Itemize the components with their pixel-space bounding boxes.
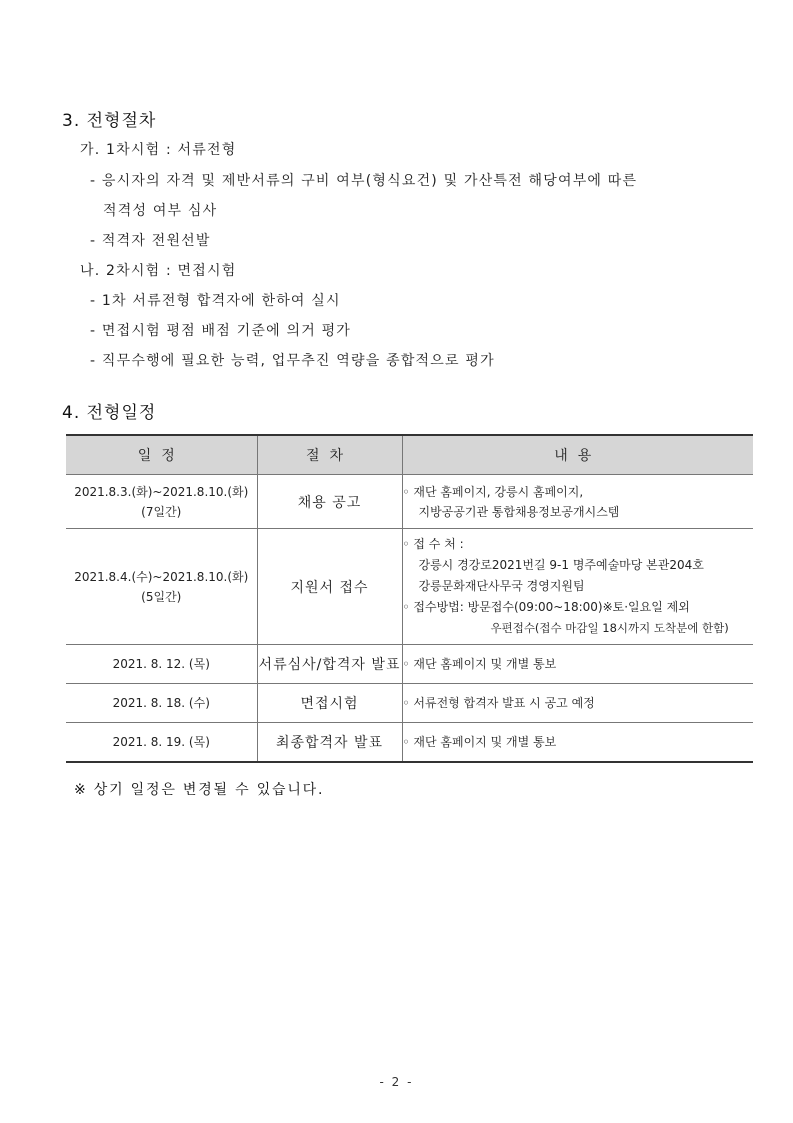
row-content: ◦ 재단 홈페이지 및 개별 통보: [402, 645, 753, 684]
row-procedure: 채용 공고: [257, 475, 402, 529]
row-procedure: 면접시험: [257, 684, 402, 723]
date-duration: (5일간): [141, 589, 182, 604]
step1-title: 가. 1차시험 : 서류전형: [80, 142, 237, 158]
section-4-title: 4. 전형일정: [62, 403, 157, 423]
row-content: ◦ 재단 홈페이지 및 개별 통보: [402, 723, 753, 762]
date-duration: (7일간): [141, 504, 182, 519]
section-3-title: 3. 전형절차: [62, 111, 157, 131]
content-line: ◦ 접 수 처 :: [402, 537, 464, 551]
header-procedure: 절차: [257, 435, 402, 475]
content-line: ◦ 접수방법: 방문접수(09:00~18:00)※토·일요일 제외: [402, 600, 690, 614]
row-date: [66, 529, 257, 645]
row-date: 2021. 8. 18. (수): [66, 684, 257, 723]
row-procedure: 지원서 접수: [257, 529, 402, 645]
content-line: 지방공공기관 통합채용정보공개시스템: [418, 504, 620, 519]
table-row: [66, 475, 753, 529]
table-row: [66, 645, 753, 684]
page-number: - 2 -: [379, 1075, 414, 1089]
date-line: 2021.8.3.(화)~2021.8.10.(화): [74, 484, 249, 499]
table-row: [66, 529, 753, 645]
step1-item-1: - 응시자의 자격 및 제반서류의 구비 여부(형식요건) 및 가산특전 해당여부에 따른: [90, 173, 638, 189]
row-date: 2021. 8. 12. (목): [66, 645, 257, 684]
schedule-table: [66, 434, 753, 763]
step2-item-2: - 면접시험 평점 배점 기준에 의거 평가: [90, 323, 352, 339]
content-line: 우편접수(접수 마감일 18시까지 도착분에 한함): [490, 621, 729, 635]
step2-item-1: - 1차 서류전형 합격자에 한하여 실시: [90, 293, 341, 309]
content-line: 강릉시 경강로2021번길 9-1 명주예술마당 본관204호: [418, 558, 704, 572]
row-procedure: 최종합격자 발표: [257, 723, 402, 762]
table-header-row: [66, 435, 753, 475]
row-procedure: 서류심사/합격자 발표: [257, 645, 402, 684]
step2-title: 나. 2차시험 : 면접시험: [80, 263, 237, 279]
content-line: ◦ 재단 홈페이지, 강릉시 홈페이지,: [402, 484, 584, 499]
table-row: [66, 723, 753, 762]
header-date: 일정: [66, 435, 257, 475]
step2-item-3: - 직무수행에 필요한 능력, 업무추진 역량을 종합적으로 평가: [90, 353, 495, 369]
schedule-change-note: ※ 상기 일정은 변경될 수 있습니다.: [74, 782, 325, 798]
header-content: 내용: [402, 435, 753, 475]
row-content: ◦ 서류전형 합격자 발표 시 공고 예정: [402, 684, 753, 723]
row-content: [402, 529, 753, 645]
step1-item-2: - 적격자 전원선발: [90, 233, 211, 249]
step1-item-1-cont: 적격성 여부 심사: [103, 203, 218, 219]
row-date: [66, 475, 257, 529]
row-date: 2021. 8. 19. (목): [66, 723, 257, 762]
table-row: [66, 684, 753, 723]
row-content: [402, 475, 753, 529]
content-line: 강릉문화재단사무국 경영지원팀: [418, 579, 585, 593]
date-line: 2021.8.4.(수)~2021.8.10.(화): [74, 569, 249, 584]
